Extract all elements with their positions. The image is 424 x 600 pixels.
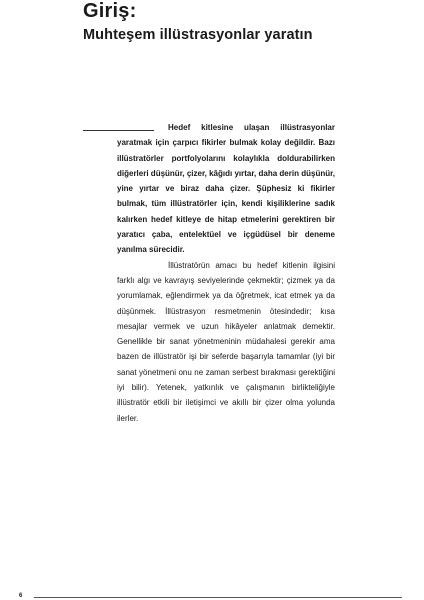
footer-rule <box>34 597 402 598</box>
body-text <box>117 120 335 426</box>
page-number: 6 <box>19 593 23 599</box>
body-paragraph: İllüstratörün amacı bu hedef kitlenin ilgisini farklı algı ve kavrayış seviyelerinde çekmektir; çizmek ya da yorumlamak, eğlendirmek ya da öğretmek, icat etmek ya da düşünmek. İllüstrasyon resmetmenin ötesindedir; kısa mesajlar vermek ve uzun hikâyeler anlatmak demektir. Genellikle bir sanat yönetmeninin müdahalesi gerekir ama bazen de illüstratör işi bir seferde başarıyla tamamlar (iyi bir sanat yönetmeni onu ne zaman serbest bırakması gerektiğini iyi bilir). Yetenek, yatkınlık ve çalışmanın birlikteliğiyle illüstratör etkili bir iletişimci ve akıllı bir çizer olma yolunda ilerler. <box>117 260 335 423</box>
chapter-title: Giriş: <box>83 0 137 22</box>
chapter-subtitle: Muhteşem illüstrasyonlar yaratın <box>83 27 313 43</box>
intro-paragraph: Hedef kitlesine ulaşan illüstrasyonlar yaratmak için çarpıcı fikirler bulmak kolay değildir. Bazı illüstratörler portfolyolarını kolaylıkla doldurabilirken diğerleri düşünür, çizer, kâğıdı yırtar, daha derin düşünür, yine yırtar ve biraz daha çizer. Şüphesiz ki fikirler bulmak, tüm illüstratörler için, kendi kişiliklerine sadık kalırken hedef kitleye de hitap etmelerini gerektiren bir yaratıcı çaba, entelektüel ve içgüdüsel bir deneme yanılma sürecidir. <box>117 123 335 255</box>
